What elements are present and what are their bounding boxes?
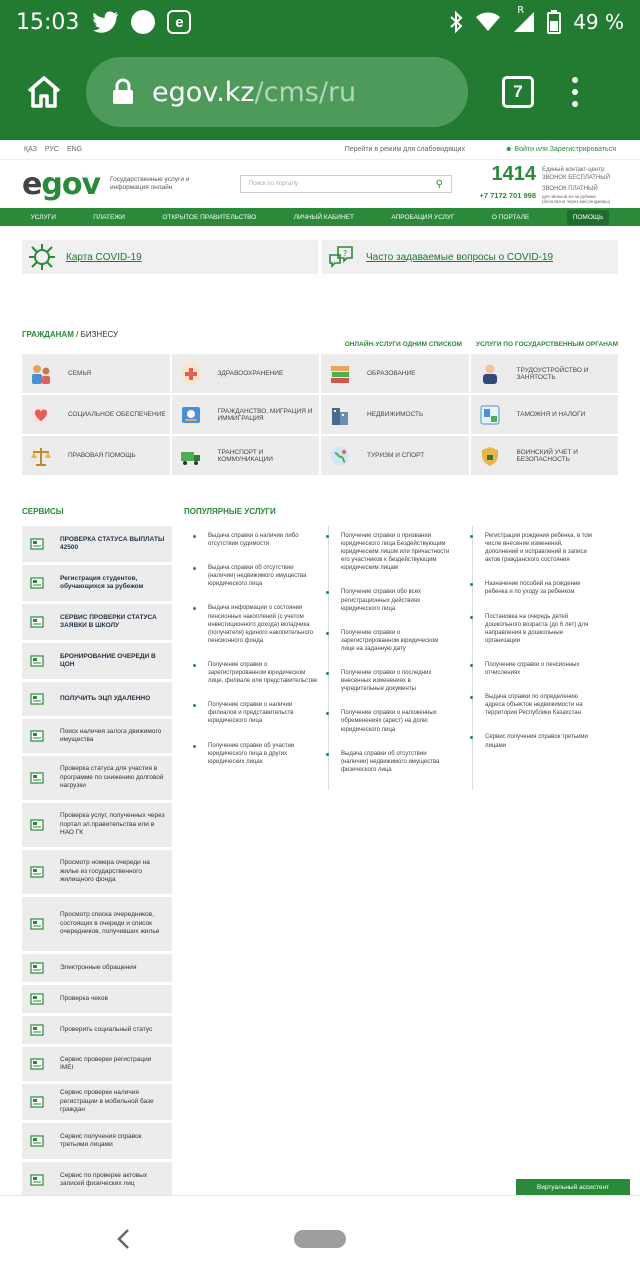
nav-personal-cabinet[interactable]: ЛИЧНЫЙ КАБИНЕТ — [293, 213, 354, 221]
status-bar — [0, 0, 640, 44]
building-icon — [329, 404, 351, 426]
popular-service-link[interactable]: Выдача информации о состоянии пенсионных накоплений (с учетом инвестиционного дохода) вкладчика (получателя) единого накопительного пенсионного фонда — [208, 604, 320, 644]
service-label: БРОНИРОВАНИЕ ОЧЕРЕДИ В ЦОН — [60, 652, 156, 668]
home-icon — [26, 75, 62, 109]
category-item[interactable] — [321, 436, 469, 475]
egov-logo[interactable]: egov — [22, 166, 100, 202]
document-icon — [30, 1173, 44, 1187]
service-label: Проверить социальный статус — [60, 1025, 153, 1033]
service-label: Сервис проверки наличия регистрации в мобильной базе граждан — [60, 1089, 154, 1114]
document-icon — [30, 917, 44, 931]
category-label: ПРАВОВАЯ ПОМОЩЬ — [68, 452, 136, 459]
egov-app-icon: e — [167, 10, 191, 34]
service-item[interactable] — [22, 719, 172, 753]
category-item[interactable] — [471, 436, 619, 475]
heart-hand-icon — [30, 404, 52, 426]
service-label: Проверка услуг, полученных через портал эл.правительства или в НАО ГК — [60, 812, 165, 837]
popular-service-link[interactable]: Регистрация рождения ребенка, в том числе внесение изменений, дополнений и исправлений в записи актов гражданского состояния — [485, 532, 597, 564]
service-label: ПРОВЕРКА СТАТУСА ВЫПЛАТЫ 42500 — [60, 535, 165, 551]
popular-service-link[interactable]: Получение справки обо всех регистрационных действиях юридического лица — [341, 588, 453, 612]
category-item[interactable] — [172, 354, 320, 393]
address-bar[interactable] — [86, 57, 468, 127]
accessibility-link[interactable]: Перейти в режим для слабовидящих — [344, 146, 466, 153]
category-label: ОБРАЗОВАНИЕ — [367, 370, 416, 377]
category-label: СЕМЬЯ — [68, 370, 92, 377]
scales-icon — [30, 445, 52, 467]
site-tagline: Государственные услуги и информация онлайн — [110, 175, 190, 191]
popular-service-link[interactable]: Получение справки об участии юридического лица в других юридических лицах — [208, 742, 320, 766]
popular-services — [184, 507, 618, 1240]
services-list — [22, 526, 172, 1237]
back-icon[interactable] — [114, 1228, 136, 1250]
document-icon — [30, 615, 44, 629]
document-icon — [30, 1134, 44, 1148]
business-tab[interactable]: БИЗНЕСУ — [80, 330, 119, 339]
service-item[interactable] — [22, 850, 172, 894]
search-input[interactable] — [240, 175, 452, 193]
service-item[interactable] — [22, 1162, 172, 1198]
service-label: Просмотр номера очереди на жилье из государственного жилищного фонда — [60, 859, 150, 884]
browser-toolbar — [0, 44, 640, 140]
language-switcher — [24, 146, 82, 153]
user-icon: ☻ — [505, 146, 513, 153]
popular-service-link[interactable]: Постановка на очередь детей дошкольного возраста (до 6 лет) для направления в дошкольные организации — [485, 613, 597, 645]
document-icon — [30, 1023, 44, 1037]
category-links — [22, 341, 618, 348]
shield-icon — [479, 445, 501, 467]
service-item[interactable] — [22, 1047, 172, 1081]
popular-title: ПОПУЛЯРНЫЕ УСЛУГИ — [184, 507, 276, 516]
system-nav-bar — [0, 1195, 640, 1280]
twitter-icon — [93, 11, 119, 33]
virtual-assistant-button[interactable]: Виртуальный ассистент — [516, 1179, 630, 1195]
contact-center — [479, 163, 618, 205]
popular-service-link[interactable]: Выдача справки о наличии либо отсутствии судимости — [208, 532, 320, 548]
books-icon — [329, 363, 351, 385]
popular-service-link[interactable]: Получение справки о зарегистрированном юридическом лице, филиале или представительстве — [208, 661, 320, 685]
popular-service-link[interactable]: Получение справки о пенсионных отчислениях — [485, 661, 597, 677]
covid-map-link[interactable]: Карта COVID-19 — [22, 240, 318, 274]
tab-switcher-button[interactable]: 7 — [502, 76, 534, 108]
service-label: ПОЛУЧИТЬ ЭЦП УДАЛЕННО — [60, 694, 151, 702]
service-label: СЕРВИС ПРОВЕРКИ СТАТУСА ЗАЯВКИ В ШКОЛУ — [60, 613, 157, 629]
document-icon — [30, 654, 44, 668]
passport-icon — [180, 404, 202, 426]
battery-percent: 49 % — [573, 10, 624, 34]
category-item[interactable] — [172, 395, 320, 434]
health-icon — [180, 363, 202, 385]
popular-service-link[interactable]: Сервис получения справок третьими лицами — [485, 733, 597, 749]
category-label: ТАМОЖНЯ И НАЛОГИ — [516, 411, 586, 418]
nav-open-government[interactable]: ОТКРЫТОЕ ПРАВИТЕЛЬСТВО — [162, 213, 257, 221]
nav-services[interactable]: УСЛУГИ — [30, 213, 56, 221]
nav-payments[interactable]: ПЛАТЕЖИ — [93, 213, 125, 221]
lang-kaz[interactable]: ҚАЗ — [24, 146, 37, 153]
popular-service-link[interactable]: Получение справки о зарегистрированном юридическом лице на заданную дату — [341, 629, 453, 653]
family-icon — [30, 363, 52, 385]
popular-columns — [184, 526, 618, 790]
service-item[interactable] — [22, 756, 172, 800]
home-button[interactable] — [22, 70, 66, 114]
document-icon — [30, 961, 44, 975]
citizens-business-title: ГРАЖДАНАМ / БИЗНЕСУ — [22, 330, 119, 339]
service-label: Сервис по проверке актовых записей физических лиц — [60, 1171, 148, 1187]
svg-text:?: ? — [343, 249, 348, 258]
covid-banner — [22, 240, 618, 274]
service-item[interactable] — [22, 682, 172, 716]
web-page — [0, 140, 640, 1195]
category-item[interactable] — [22, 436, 170, 475]
phone-short[interactable]: 1414 — [491, 163, 536, 186]
battery-icon — [547, 10, 561, 34]
category-label: ТУРИЗМ И СПОРТ — [367, 452, 425, 459]
phone-long-desc: ЗВОНОК ПЛАТНЫЙ для звонков из-за рубежа (бесплатно через мессенджеры) — [542, 186, 611, 205]
phone-long[interactable]: +7 7172 701 998 — [479, 191, 536, 200]
document-icon — [30, 771, 44, 785]
category-item[interactable] — [22, 395, 170, 434]
service-label: Просмотр списка очередников, состоящих в очереди и список очередников, получивших жилье — [60, 911, 160, 936]
service-item[interactable] — [22, 954, 172, 982]
service-item[interactable] — [22, 803, 172, 847]
main-nav — [0, 208, 640, 226]
category-item[interactable] — [22, 354, 170, 393]
truck-icon — [180, 445, 202, 467]
category-label: ГРАЖДАНСТВО, МИГРАЦИЯ И ИММИГРАЦИЯ — [217, 407, 313, 422]
service-item[interactable] — [22, 526, 172, 562]
popular-service-link[interactable]: Выдача справки по определению адреса объектов недвижимости на территории Республики Казахстан — [485, 693, 597, 717]
lang-eng[interactable]: ENG — [66, 146, 83, 153]
category-item[interactable] — [471, 395, 619, 434]
service-label: Электронные обращения — [60, 963, 137, 971]
document-icon — [30, 865, 44, 879]
service-label: Поиск наличия залога движимого имущества — [60, 727, 162, 743]
overflow-menu-button[interactable] — [572, 77, 578, 107]
bluetooth-icon — [449, 11, 463, 33]
popular-service-link[interactable]: Получение справки о наложенных обременениях (арест) на долю юридического лица — [341, 709, 453, 733]
clock: 15:03 — [16, 9, 80, 35]
online-services-list-link[interactable]: ОНЛАЙН-УСЛУГИ ОДНИМ СПИСКОМ — [344, 341, 462, 348]
popular-service-link[interactable]: Получение справки о призвании юридического лица Бездействующим юридическим лицом или причастности его участников к бездействующим юридическим лицам — [341, 532, 453, 572]
service-label: Регистрация студентов, обучающихся за рубежом — [60, 574, 144, 590]
services-by-agency-link[interactable]: УСЛУГИ ПО ГОСУДАРСТВЕННЫМ ОРГАНАМ — [475, 341, 618, 348]
category-label: ТРУДОУСТРОЙСТВО И ЗАНЯТОСТЬ — [516, 366, 589, 381]
lock-icon — [112, 79, 134, 105]
document-icon — [30, 1095, 44, 1109]
popular-service-link[interactable]: Получение справки о наличии филиалов и представительств юридического лица — [208, 701, 320, 725]
lower-section — [22, 507, 640, 1240]
service-item[interactable] — [22, 604, 172, 640]
popular-service-link[interactable]: Выдача справки об отсутствии (наличии) недвижимого имущества юридического лица — [208, 564, 320, 588]
nav-about[interactable]: О ПОРТАЛЕ — [491, 213, 530, 221]
category-grid — [22, 354, 618, 475]
cell-signal-icon: R — [513, 11, 535, 33]
service-label: Сервис проверки регистрации IMEI — [60, 1055, 152, 1071]
category-label: ЗДРАВООХРАНЕНИЕ — [217, 370, 284, 377]
service-item[interactable] — [22, 1084, 172, 1120]
covid-faq-link[interactable]: ? Часто задаваемые вопросы о COVID-19 — [322, 240, 618, 274]
document-icon — [30, 537, 44, 551]
url-path: /cms/ru — [254, 76, 357, 108]
search-icon[interactable]: ⚲ — [435, 178, 443, 190]
customs-icon — [479, 404, 501, 426]
service-label: Проверка статуса для участия в программе по снижению долговой нагрузки — [60, 765, 164, 790]
notification-dot-icon — [131, 10, 155, 34]
wifi-icon — [475, 12, 501, 32]
service-item[interactable] — [22, 643, 172, 679]
url-domain: egov.kz — [152, 76, 255, 108]
service-label: Проверка чеков — [60, 994, 108, 1002]
site-header — [0, 160, 640, 208]
document-icon — [30, 818, 44, 832]
search-placeholder: Поиск по порталу — [249, 181, 298, 187]
category-label: ТРАНСПОРТ И КОММУНИКАЦИИ — [217, 448, 273, 463]
popular-service-link[interactable]: Получение справки о последних внесенных изменениях в учредительные документы — [341, 669, 453, 693]
popular-column — [184, 526, 328, 790]
popular-column — [472, 526, 616, 790]
utility-bar — [0, 140, 640, 160]
nav-service-approbation[interactable]: АПРОБАЦИЯ УСЛУГ — [391, 213, 455, 221]
worker-icon — [479, 363, 501, 385]
service-item[interactable] — [22, 565, 172, 601]
document-icon — [30, 992, 44, 1006]
citizens-tab[interactable]: ГРАЖДАНАМ — [22, 330, 74, 339]
virus-icon — [28, 243, 56, 271]
popular-service-link[interactable]: Выдача справки об отсутствии (наличии) недвижимого имущества физического лица — [341, 750, 453, 774]
lang-rus[interactable]: РУС — [44, 146, 59, 153]
category-item[interactable] — [471, 354, 619, 393]
phone-short-desc: Единый контакт-центр ЗВОНОК БЕСПЛАТНЫЙ — [542, 167, 610, 181]
category-label: ВОИНСКИЙ УЧЕТ И БЕЗОПАСНОСТЬ — [516, 448, 578, 463]
service-item[interactable] — [22, 1016, 172, 1044]
login-link[interactable]: ☻ Войти или Зарегистрироваться — [505, 146, 616, 153]
service-item[interactable] — [22, 985, 172, 1013]
home-pill[interactable] — [294, 1230, 346, 1248]
document-icon — [30, 692, 44, 706]
service-item[interactable] — [22, 897, 172, 951]
document-icon — [30, 576, 44, 590]
popular-service-link[interactable]: Назначение пособий на рождение ребенка и по уходу за ребенком — [485, 580, 597, 596]
services-title: СЕРВИСЫ — [22, 507, 64, 516]
category-label: СОЦИАЛЬНОЕ ОБЕСПЕЧЕНИЕ — [68, 411, 166, 418]
category-item[interactable] — [172, 436, 320, 475]
service-label: Сервис получения справок третьими лицами — [60, 1132, 142, 1148]
document-icon — [30, 1057, 44, 1071]
category-item[interactable] — [321, 354, 469, 393]
category-item[interactable] — [321, 395, 469, 434]
service-item[interactable] — [22, 1123, 172, 1159]
nav-help[interactable]: ПОМОЩЬ — [567, 210, 610, 225]
popular-column — [328, 526, 472, 790]
globe-icon — [329, 445, 351, 467]
category-label: НЕДВИЖИМОСТЬ — [367, 411, 424, 418]
services-panel — [22, 507, 172, 1240]
document-icon — [30, 729, 44, 743]
chat-question-icon — [328, 243, 356, 271]
